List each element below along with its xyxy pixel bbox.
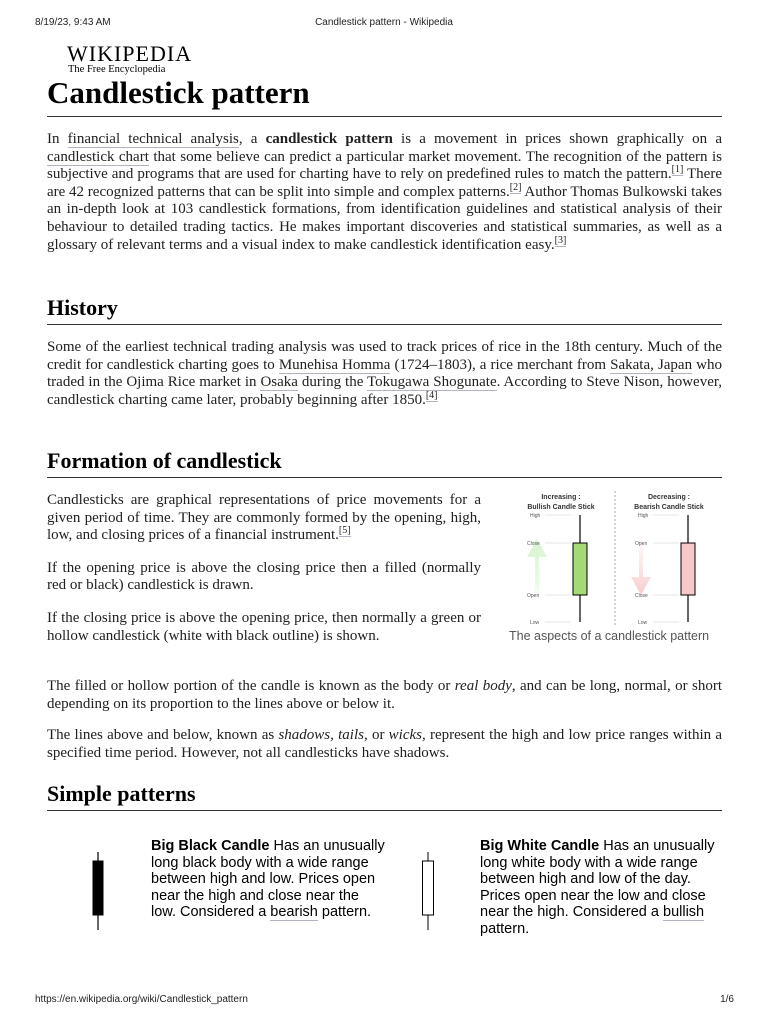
bull-label-open: Open — [527, 593, 540, 599]
formation-section — [47, 447, 722, 478]
bear-label-high: High — [638, 513, 649, 519]
simple-patterns-section — [47, 780, 722, 811]
bearish-candle-body — [681, 543, 695, 595]
page-title: Candlestick pattern — [47, 74, 722, 117]
up-arrow-icon — [527, 539, 547, 595]
formation-paragraph-2: If the opening price is above the closing price then a filled (normally red or black) candlestick is drawn. — [47, 559, 481, 594]
bear-label-open: Open — [635, 541, 648, 547]
simple-patterns-heading: Simple patterns — [47, 780, 722, 811]
history-paragraph: Some of the earliest technical trading analysis was used to track prices of rice in the 18th century. Much of the credit for candlestick charting goes to Munehisa Homma (1724–1803), a rice merchant from Sakata, Japan who traded in the Ojima Rice market in Osaka during the Tokugawa Shogunate. According to Steve Nison, however, candlestick charting came later, probably beginning after 1850.[4] — [47, 339, 723, 408]
formation-paragraph-5: The lines above and below, known as shadows, tails, or wicks, represent the high and low price ranges within a specified time period. However, not all candlesticks have shadows. — [47, 727, 723, 761]
candlestick-figure[interactable] — [505, 487, 725, 649]
bullish-title-1: Increasing : — [541, 494, 581, 501]
figure-caption: The aspects of a candlestick pattern — [509, 629, 710, 643]
formation-body-full — [47, 678, 722, 762]
wikipedia-tagline: The Free Encyclopedia — [68, 64, 166, 75]
ref-5[interactable]: [5] — [338, 525, 351, 537]
formation-heading: Formation of candlestick — [47, 447, 722, 478]
print-footer — [0, 994, 768, 1008]
bullish-title-2: Bullish Candle Stick — [527, 504, 595, 511]
ref-4[interactable]: [4] — [425, 389, 438, 401]
link-tokugawa-shogunate[interactable]: Tokugawa Shogunate — [367, 374, 497, 391]
bearish-title-2: Bearish Candle Stick — [634, 504, 704, 511]
formation-body-left — [47, 492, 481, 645]
formation-paragraph-4: The filled or hollow portion of the candle is known as the body or real body, and can be long, normal, or short depending on its proportion to the lines above or below it. — [47, 678, 723, 712]
big-black-candle-description: Big Black Candle Has an unusually long black body with a wide range between high and low. Prices open near the high and close near the low. Considered a bearish pattern. — [151, 838, 385, 920]
history-body — [47, 339, 722, 409]
bold-term: candlestick pattern — [265, 131, 393, 147]
big-white-candle-description: Big White Candle Has an unusually long white body with a wide range between high and low of the day. Prices open near the low and close near the high. Considered a bullish pattern. — [480, 838, 715, 937]
link-candlestick-chart[interactable]: candlestick chart — [47, 148, 149, 165]
intro-section — [47, 131, 722, 254]
link-sakata-japan[interactable]: Sakata, Japan — [610, 356, 693, 373]
print-page-number: 1/6 — [720, 994, 734, 1005]
big-white-candle-icon — [418, 852, 438, 932]
candlestick-diagram — [505, 487, 725, 627]
bear-label-close: Close — [635, 593, 648, 599]
ref-1[interactable]: [1] — [671, 164, 684, 176]
bullish-candle-body — [573, 543, 587, 595]
print-doc-title: Candlestick pattern - Wikipedia — [315, 17, 453, 28]
bull-label-high: High — [530, 513, 541, 519]
bull-label-low: Low — [530, 620, 540, 626]
bull-label-close: Close — [527, 541, 540, 547]
print-header — [0, 17, 768, 31]
wikipedia-wordmark[interactable]: WIKIPEDIA — [67, 41, 193, 66]
print-datetime: 8/19/23, 9:43 AM — [35, 17, 111, 28]
bearish-title-1: Decreasing : — [647, 494, 691, 501]
big-white-candle-title: Big White Candle — [480, 838, 600, 854]
history-section — [47, 294, 722, 325]
ref-2[interactable]: [2] — [509, 181, 522, 193]
history-heading: History — [47, 294, 722, 325]
ref-3[interactable]: [3] — [554, 234, 567, 246]
intro-paragraph: In financial technical analysis, a candlestick pattern is a movement in prices shown graphically on a candlestick chart that some believe can predict a particular market movement. The recognition of the pattern is subjective and programs that are used for charting have to rely on predefined rules to match the pattern.[1] There are 42 recognized patterns that can be split into simple and complex patterns.[2] Author Thomas Bulkowski takes an in-depth look at 103 candlestick formations, from identification guidelines and statistical analysis of their behaviour to detailed trading tactics. He makes important discoveries and statistical summaries, as well as a glossary of relevant terms and a visual index to make candlestick identification easy.[3] — [47, 131, 723, 253]
bear-label-low: Low — [638, 620, 648, 626]
big-black-candle-title: Big Black Candle — [151, 838, 270, 854]
big-black-candle-icon — [88, 852, 108, 932]
print-url: https://en.wikipedia.org/wiki/Candlestick_pattern — [35, 994, 248, 1005]
formation-paragraph-1: Candlesticks are graphical representations of price movements for a given period of time. They are commonly formed by the opening, high, low, and closing prices of a financial instrument.[5] — [47, 492, 481, 544]
link-bullish[interactable]: bullish — [663, 904, 705, 920]
formation-paragraph-3: If the closing price is above the opening price, then normally a green or hollow candlestick (white with black outline) is shown. — [47, 609, 481, 644]
link-osaka[interactable]: Osaka — [260, 374, 298, 391]
link-bearish[interactable]: bearish — [270, 904, 318, 920]
link-financial-technical-analysis[interactable]: financial technical analysis — [67, 131, 239, 147]
link-munehisa-homma[interactable]: Munehisa Homma — [278, 356, 391, 373]
